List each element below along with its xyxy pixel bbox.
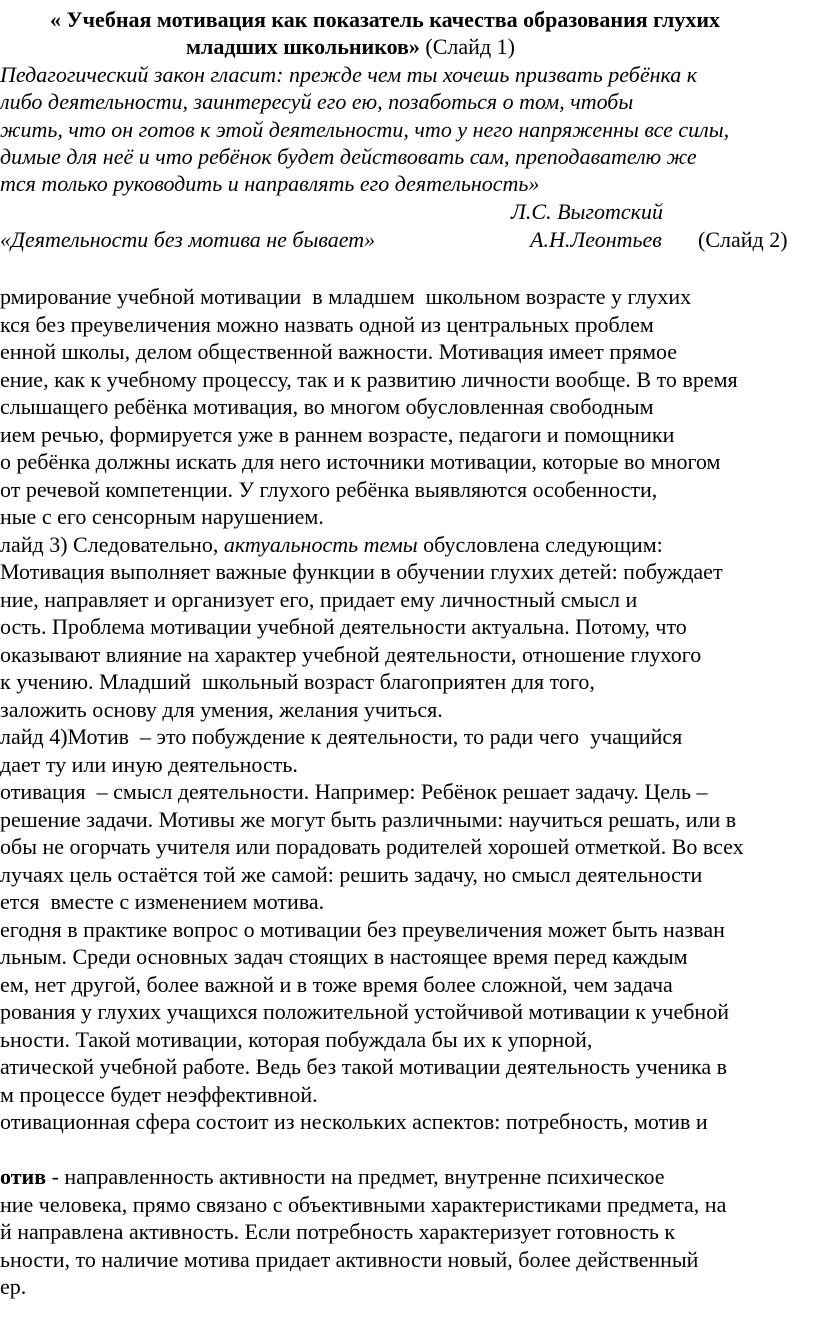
title-bold: младших школьников»: [186, 34, 420, 59]
slide-2-label: (Слайд 2): [698, 227, 788, 252]
para3-line-2: дает ту или иную деятельность.: [0, 752, 298, 777]
title-line-1: « Учебная мотивация как показатель качества образования глухих: [50, 7, 721, 32]
para7-line-1: [0, 1163, 665, 1190]
quote-leontiev-author: А.Н.Леонтьев: [530, 227, 662, 252]
para4-line-1: отивация – смысл деятельности. Например: Ребёнок решает задачу. Цель –: [0, 779, 708, 804]
motive-definition-start: - направленность активности на предмет, внутренне психическое: [46, 1164, 665, 1189]
para5-line-3: ем, нет другой, более важной и в тоже время более сложной, чем задача: [0, 972, 673, 997]
para6-line-1: отивационная сфера состоит из нескольких аспектов: потребность, мотив и: [0, 1109, 708, 1134]
para4-line-2: решение задачи. Мотивы же могут быть различными: научиться решать, или в: [0, 807, 737, 832]
para2-line-3: ость. Проблема мотивации учебной деятельности актуальна. Потому, что: [0, 614, 687, 639]
para1-line-4: ение, как к учебному процессу, так и к развитию личности вообще. В то время: [0, 367, 738, 392]
para1-line-9: ные с его сенсорным нарушением.: [0, 504, 324, 529]
slide-3-line: [0, 531, 663, 558]
para2-line-1: Мотивация выполняет важные функции в обучении глухих детей: побуждает: [0, 559, 723, 584]
para7-line-4: ьности, то наличие мотива придает активности новый, более действенный: [0, 1247, 699, 1272]
para5-line-5: ьности. Такой мотивации, которая побуждала бы их к упорной,: [0, 1027, 593, 1052]
para5-line-6: атической учебной работе. Ведь без такой мотивации деятельность ученика в: [0, 1054, 727, 1079]
motive-term: отив: [0, 1164, 47, 1189]
para1-line-7: о ребёнка должны искать для него источники мотивации, которые во многом: [0, 449, 721, 474]
para4-line-3: обы не огорчать учителя или порадовать родителей хорошей отметкой. Во всех: [0, 834, 744, 859]
quote-leontiev: «Деятельности без мотива не бывает»: [0, 227, 376, 252]
para2-line-6: заложить основу для умения, желания учиться.: [0, 697, 443, 722]
para1-line-8: от речевой компетенции. У глухого ребёнка выявляются особенности,: [0, 477, 658, 502]
para5-line-2: льным. Среди основных задач стоящих в настоящее время перед каждым: [0, 944, 688, 969]
para5-line-7: м процессе будет неэффективной.: [0, 1082, 318, 1107]
para4-line-5: ется вместе с изменением мотива.: [0, 889, 325, 914]
epigraph-line-2: либо деятельности, заинтересуй его ею, позаботься о том, чтобы: [0, 89, 634, 114]
para1-line-6: ием речью, формируется уже в раннем возрасте, педагоги и помощники: [0, 422, 675, 447]
title-line-2: [186, 33, 515, 60]
para2-line-4: оказывают влияние на характер учебной деятельности, отношение глухого: [0, 642, 702, 667]
epigraph-author: Л.С. Выготский: [511, 199, 663, 224]
epigraph-line-4: димые для неё и что ребёнок будет действовать сам, преподавателю же: [0, 144, 697, 169]
epigraph-line-5: тся только руководить и направлять его деятельность»: [0, 171, 540, 196]
slide-3-after: обусловлена следующим:: [417, 532, 663, 557]
slide-1-label: (Слайд 1): [419, 34, 515, 59]
epigraph-line-1: Педагогический закон гласит: прежде чем ты хочешь призвать ребёнка к: [0, 62, 698, 87]
para1-line-2: кся без преувеличения можно назвать одной из центральных проблем: [0, 312, 654, 337]
para5-line-1: егодня в практике вопрос о мотивации без преувеличения может быть назван: [0, 917, 725, 942]
epigraph-line-3: жить, что он готов к этой деятельности, что у него напряженны все силы,: [0, 117, 730, 142]
para3-line-1: лайд 4)Мотив – это побуждение к деятельности, то ради чего учащийся: [0, 724, 683, 749]
para5-line-4: рования у глухих учащихся положительной устойчивой мотивации к учебной: [0, 999, 729, 1024]
para1-line-3: енной школы, делом общественной важности. Мотивация имеет прямое: [0, 339, 678, 364]
slide-3-before: лайд 3) Следовательно,: [0, 532, 224, 557]
para7-line-5: ер.: [0, 1274, 27, 1299]
para1-line-5: слышащего ребёнка мотивация, во многом обусловленная свободным: [0, 394, 654, 419]
para7-line-3: й направлена активность. Если потребность характеризует готовность к: [0, 1219, 676, 1244]
para2-line-5: к учению. Младший школьный возраст благоприятен для того,: [0, 669, 595, 694]
para1-line-1: рмирование учебной мотивации в младшем школьном возрасте у глухих: [0, 284, 692, 309]
para4-line-4: лучаях цель остаётся той же самой: решить задачу, но смысл деятельности: [0, 862, 703, 887]
slide-3-italic: актуальность темы: [223, 532, 418, 557]
para7-line-2: ние человека, прямо связано с объективными характеристиками предмета, на: [0, 1192, 727, 1217]
para2-line-2: ние, направляет и организует его, придает ему личностный смысл и: [0, 587, 638, 612]
